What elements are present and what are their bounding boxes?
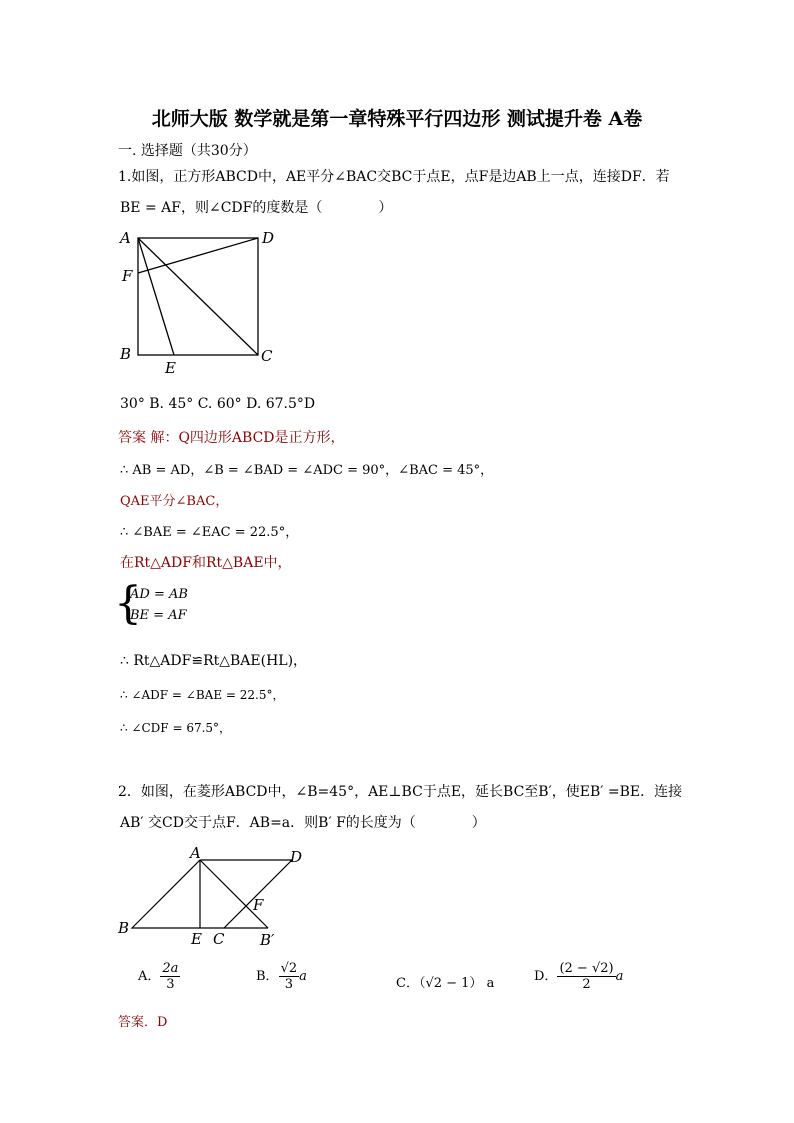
label-b: B <box>118 919 130 937</box>
label-d: D <box>290 848 303 866</box>
system-eq-2: BE = AF <box>130 608 187 623</box>
label-a: A <box>190 846 201 862</box>
label-c: C <box>213 930 225 948</box>
label-b: B <box>120 345 132 363</box>
label-c: C <box>261 347 273 365</box>
brace: { <box>114 578 142 629</box>
q1-answer-line <box>118 427 345 447</box>
q1-options: 30° B. 45° C. 60° D. 67.5°D <box>120 396 316 412</box>
answer-start: 解：Q四边形ABCD是正方形， <box>146 430 345 446</box>
q2-answer: 答案．D <box>118 1015 168 1030</box>
label-e: E <box>165 359 176 377</box>
q2-option-a: A． $\frac{2a}{3}$ <box>138 961 179 992</box>
page-title: 北师大版 数学就是第一章特殊平行四边形 测试提升卷 A卷 <box>151 108 643 130</box>
q1-figure <box>112 226 284 380</box>
step-1: ∴ AB = AD，∠B = ∠BAD = ∠ADC = 90°，∠BAC = 45°， <box>120 463 494 478</box>
q2-text-line1: 2．如图，在菱形ABCD中，∠B=45°，AE⊥BC于点E，延长BC至B′，使EB′ =BE．连接 <box>118 784 683 800</box>
step-3: ∴ ∠BAE = ∠EAC = 22.5°， <box>120 525 299 540</box>
label-e: E <box>191 930 202 948</box>
label-f: F <box>253 896 264 914</box>
q1-text-line1: 1.如图，正方形ABCD中，AE平分∠BAC交BC于点E，点F是边AB上一点，连接DF．若 <box>118 169 670 185</box>
label-b-prime: B′ <box>260 931 275 949</box>
answer-label: 答案 <box>118 430 146 446</box>
label-f: F <box>122 267 133 285</box>
step-5: ∴ Rt△ADF≌Rt△BAE(HL)， <box>120 653 308 669</box>
q2-text-line2: AB′ 交CD交于点F．AB=a．则B′ F的长度为（ ） <box>120 815 486 831</box>
system-eq-1: AD = AB <box>130 587 188 602</box>
section-heading: 一. 选择题（共30分） <box>118 143 257 159</box>
q2-option-b: B． $\frac{√2}{3}$ a <box>256 961 307 992</box>
q2-option-c: C．（√2 − 1） a <box>396 976 495 991</box>
q2-option-d: D． $\frac{(2 - √2)}{2}$ a <box>534 961 624 992</box>
rhombus-abcd <box>132 860 292 928</box>
step-4: 在Rt△ADF和Rt△BAE中， <box>120 555 292 571</box>
step-6: ∴ ∠ADF = ∠BAE = 22.5°， <box>120 688 285 702</box>
step-7: ∴ ∠CDF = 67.5°， <box>120 721 232 735</box>
q2-figure <box>112 846 312 950</box>
label-a: A <box>120 229 131 247</box>
label-d: D <box>262 229 275 247</box>
q1-text-line2: BE = AF，则∠CDF的度数是（ ） <box>120 200 393 216</box>
step-2: QAE平分∠BAC， <box>120 494 229 509</box>
